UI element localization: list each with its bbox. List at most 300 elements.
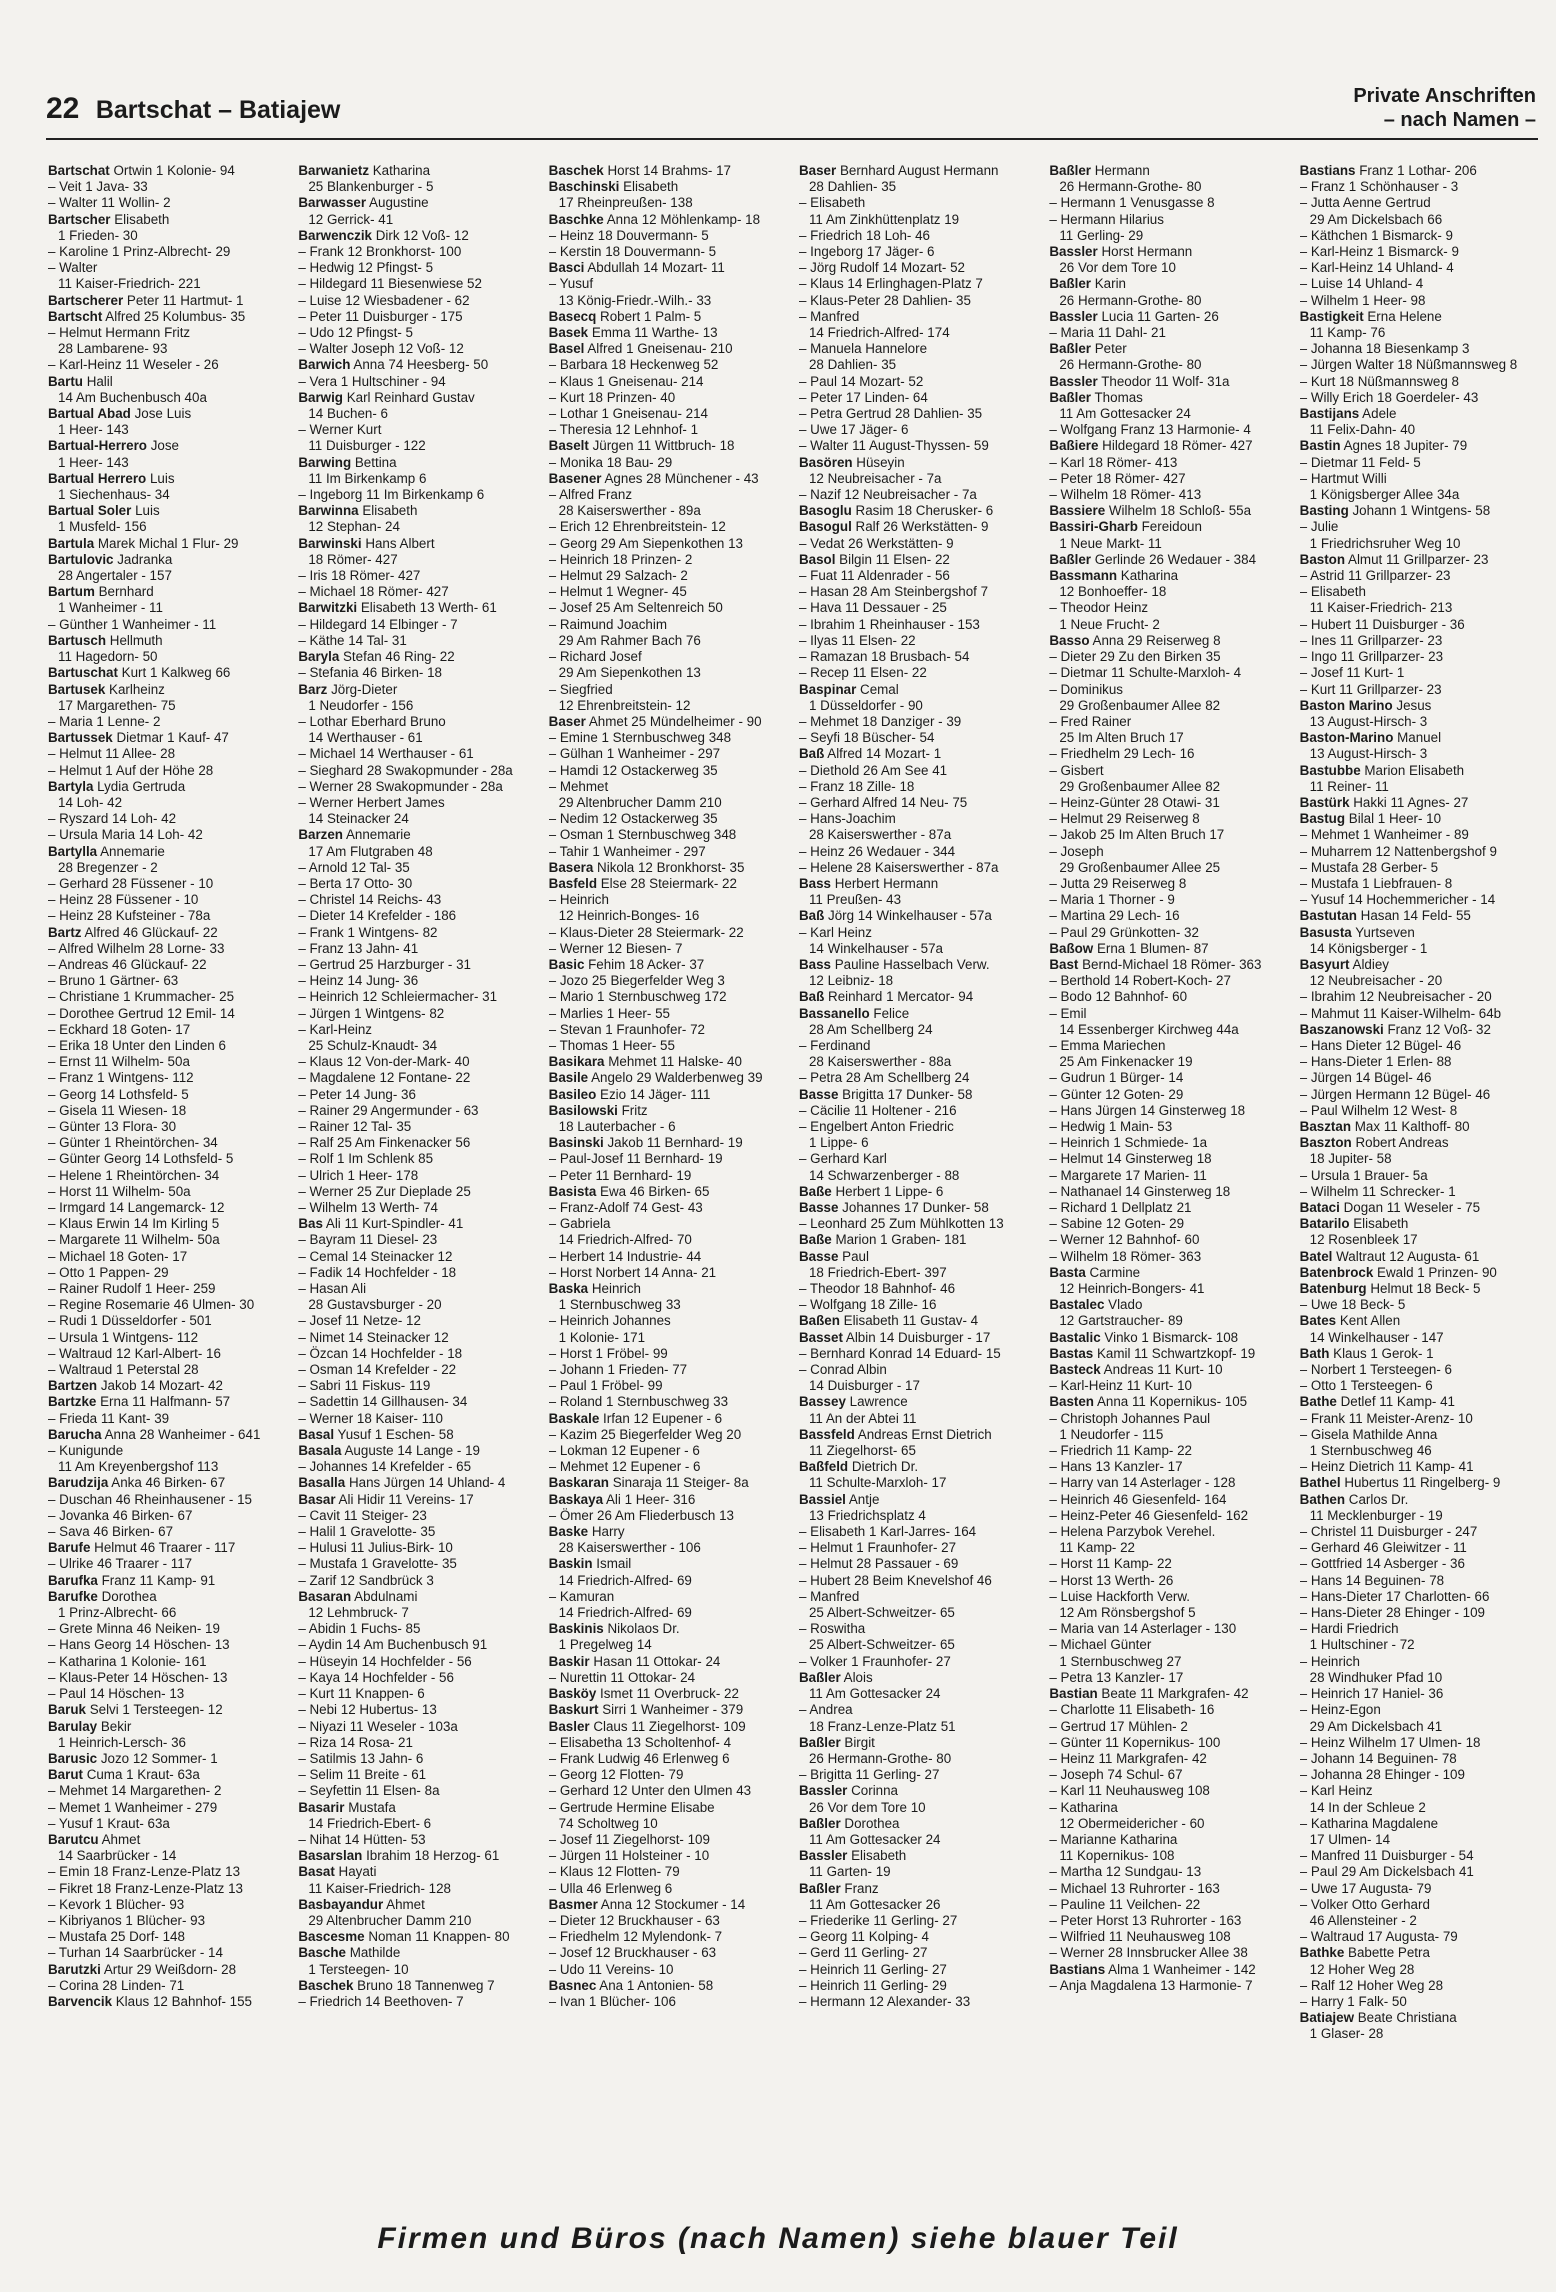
surname: Basarslan bbox=[298, 1848, 363, 1864]
entry-text: – Ferdinand bbox=[798, 1037, 871, 1053]
entry-text: Ahmet bbox=[98, 1831, 141, 1847]
entry-text: – Regine Rosemarie 46 Ulmen- 30 bbox=[48, 1297, 255, 1313]
surname: Bates bbox=[1299, 1313, 1337, 1329]
entry-text: Aldiey bbox=[1349, 956, 1389, 972]
listing-entry bbox=[1049, 1394, 1287, 1410]
entry-text: – Mehmet bbox=[548, 778, 609, 794]
listing-entry bbox=[549, 682, 787, 698]
entry-text: – Mehmet 1 Wanheimer - 89 bbox=[1299, 827, 1469, 843]
entry-text: Hans Jürgen 14 Uhland- 4 bbox=[345, 1475, 506, 1491]
entry-text: – Stefania 46 Birken- 18 bbox=[298, 665, 442, 681]
surname: Bartula bbox=[48, 535, 95, 551]
listing-entry bbox=[298, 1719, 536, 1735]
listing-entry bbox=[549, 244, 787, 260]
entry-text: Lydia Gertruda bbox=[93, 778, 186, 794]
entry-text: – Helmut 1 Wegner- 45 bbox=[548, 584, 687, 600]
listing-entry bbox=[298, 1735, 536, 1751]
surname: Basal bbox=[298, 1426, 335, 1442]
listing-entry bbox=[1300, 1556, 1538, 1572]
listing-entry bbox=[799, 260, 1037, 276]
entry-text: – Charlotte 11 Elisabeth- 16 bbox=[1049, 1702, 1215, 1718]
surname: Baßler bbox=[1049, 389, 1092, 405]
listing-entry bbox=[1049, 1945, 1287, 1961]
entry-text: Pauline Hasselbach Verw. bbox=[831, 956, 990, 972]
entry-text: – Osman 14 Krefelder - 22 bbox=[298, 1362, 457, 1378]
entry-text: Stefan 46 Ring- 22 bbox=[339, 649, 455, 665]
entry-text: Ralf 26 Werkstätten- 9 bbox=[851, 519, 989, 535]
listing-entry bbox=[298, 1881, 536, 1897]
listing-entry bbox=[298, 1184, 536, 1200]
surname: Basse bbox=[798, 1248, 839, 1264]
listing-entry bbox=[799, 1897, 1037, 1913]
listing-entry bbox=[298, 1686, 536, 1702]
listing-entry bbox=[799, 1459, 1037, 1475]
entry-text: – Mehmet 18 Danziger - 39 bbox=[798, 713, 962, 729]
listing-entry bbox=[549, 827, 787, 843]
entry-text: 11 Hagedorn- 50 bbox=[58, 649, 158, 665]
listing-entry bbox=[799, 1394, 1037, 1410]
listing-entry bbox=[799, 1654, 1037, 1670]
listing-entry bbox=[1049, 1135, 1287, 1151]
listing-entry bbox=[549, 698, 787, 714]
entry-text: Ewald 1 Prinzen- 90 bbox=[1373, 1264, 1497, 1280]
listing-entry bbox=[549, 989, 787, 1005]
surname: Bartusch bbox=[48, 632, 107, 648]
entry-text: – Jürgen Hermann 12 Bügel- 46 bbox=[1299, 1086, 1491, 1102]
entry-text: 18 Römer- 427 bbox=[308, 551, 398, 567]
listing-entry bbox=[298, 892, 536, 908]
listing-entry bbox=[549, 163, 787, 179]
surname: Barufe bbox=[48, 1540, 91, 1556]
entry-text: Ahmet 25 Mündelheimer - 90 bbox=[585, 713, 762, 729]
entry-text: Gerlinde 26 Wedauer - 384 bbox=[1091, 551, 1257, 567]
listing-entry bbox=[1300, 1945, 1538, 1961]
listing-entry bbox=[1049, 908, 1287, 924]
surname: Barutzki bbox=[48, 1961, 101, 1977]
listing-entry bbox=[549, 779, 787, 795]
listing-entry bbox=[799, 908, 1037, 924]
surname: Baryla bbox=[298, 649, 340, 665]
listing-entry bbox=[549, 844, 787, 860]
listing-entry bbox=[1049, 1654, 1287, 1670]
listing-entry bbox=[48, 260, 286, 276]
entry-text: 1 Sternbuschweg 46 bbox=[1309, 1443, 1432, 1459]
listing-entry bbox=[1300, 487, 1538, 503]
listing-entry bbox=[549, 1589, 787, 1605]
listing-entry bbox=[549, 763, 787, 779]
entry-text: – Marlies 1 Heer- 55 bbox=[548, 1005, 670, 1021]
listing-entry bbox=[298, 730, 536, 746]
listing-entry bbox=[298, 1006, 536, 1022]
entry-text: Yusuf 1 Eschen- 58 bbox=[334, 1426, 454, 1442]
entry-text: Felice bbox=[869, 1005, 910, 1021]
entry-text: – Franz-Adolf 74 Gest- 43 bbox=[548, 1200, 703, 1215]
listing-entry bbox=[1300, 309, 1538, 325]
entry-text: – Peter Horst 13 Ruhrorter - 163 bbox=[1049, 1912, 1242, 1928]
section-subtitle: – nach Namen – bbox=[1383, 109, 1536, 131]
listing-entry bbox=[48, 1281, 286, 1297]
entry-text: 11 Am Gottesacker 26 bbox=[808, 1896, 941, 1912]
entry-text: Anka 46 Birken- 67 bbox=[108, 1475, 226, 1491]
entry-text: Anna 11 Kopernikus- 105 bbox=[1093, 1394, 1248, 1410]
surname: Basting bbox=[1299, 503, 1349, 519]
entry-text: – Recep 11 Elsen- 22 bbox=[798, 665, 927, 681]
entry-text: Detlef 11 Kamp- 41 bbox=[1336, 1394, 1455, 1410]
entry-text: – Luise 12 Wiesbadener - 62 bbox=[298, 292, 470, 308]
listing-entry bbox=[1300, 163, 1538, 179]
entry-text: Hubertus 11 Ringelberg- 9 bbox=[1340, 1475, 1501, 1491]
entry-text: – Heinz-Egon bbox=[1299, 1702, 1381, 1718]
surname: Baschke bbox=[548, 211, 604, 227]
entry-text: Nikolaos Dr. bbox=[603, 1621, 680, 1637]
listing-entry bbox=[1049, 1103, 1287, 1119]
entry-text: Sirri 1 Wanheimer - 379 bbox=[598, 1702, 744, 1718]
entry-text: Adele bbox=[1359, 406, 1397, 422]
entry-text: – Friedrich 18 Loh- 46 bbox=[798, 227, 930, 243]
entry-text: Hellmuth bbox=[106, 632, 163, 648]
entry-text: – Volker Otto Gerhard bbox=[1299, 1896, 1430, 1912]
entry-text: – Gerhard 28 Füssener - 10 bbox=[48, 875, 214, 891]
listing-entry bbox=[1300, 1913, 1538, 1929]
entry-text: – Nebi 12 Hubertus- 13 bbox=[298, 1702, 437, 1718]
entry-text: – Hardi Friedrich bbox=[1299, 1621, 1399, 1637]
listing-entry bbox=[48, 228, 286, 244]
entry-text: 28 Kaiserswerther - 87a bbox=[808, 827, 952, 843]
listing-entry bbox=[1300, 1719, 1538, 1735]
entry-text: – Friedhelm 29 Lech- 16 bbox=[1049, 746, 1195, 762]
listing-entry bbox=[1049, 1054, 1287, 1070]
entry-text: – Helene 1 Rheintörchen- 34 bbox=[48, 1167, 220, 1183]
entry-text: – Hasan 28 Am Steinbergshof 7 bbox=[798, 584, 989, 600]
listing-entry bbox=[549, 260, 787, 276]
listing-entry bbox=[549, 1864, 787, 1880]
listing-entry bbox=[799, 1573, 1037, 1589]
entry-text: – Fred Rainer bbox=[1049, 713, 1132, 729]
entry-text: – Yusuf bbox=[548, 276, 594, 292]
listing-entry bbox=[1049, 665, 1287, 681]
entry-text: Katharina bbox=[369, 163, 431, 178]
listing-entry bbox=[799, 925, 1037, 941]
entry-text: – Günter Georg 14 Lothsfeld- 5 bbox=[48, 1151, 234, 1167]
listing-entry bbox=[48, 1605, 286, 1621]
listing-entry bbox=[1300, 1459, 1538, 1475]
listing-entry bbox=[799, 293, 1037, 309]
surname: Bastigkeit bbox=[1299, 308, 1364, 324]
surname: Barwig bbox=[298, 389, 343, 405]
entry-text: – Käthchen 1 Bismarck- 9 bbox=[1299, 227, 1453, 243]
entry-text: Carlos Dr. bbox=[1345, 1491, 1409, 1507]
entry-text: – Sava 46 Birken- 67 bbox=[48, 1524, 174, 1540]
listing-entry bbox=[549, 860, 787, 876]
listing-entry bbox=[549, 1913, 787, 1929]
listing-entry bbox=[48, 552, 286, 568]
listing-entry bbox=[1300, 1686, 1538, 1702]
listing-entry bbox=[1049, 989, 1287, 1005]
listing-entry bbox=[799, 374, 1037, 390]
listing-entry bbox=[549, 876, 787, 892]
entry-text: – Osman 1 Sternbuschweg 348 bbox=[548, 827, 737, 843]
entry-text: 11 Am Gottesacker 24 bbox=[1059, 406, 1191, 422]
entry-text: 13 König-Friedr.-Wilh.- 33 bbox=[558, 292, 712, 308]
listing-entry bbox=[48, 682, 286, 698]
listing-entry bbox=[549, 390, 787, 406]
page-header-left bbox=[46, 92, 340, 126]
entry-text: Elisabeth bbox=[1349, 1216, 1409, 1232]
surname: Bastin bbox=[1299, 438, 1341, 454]
listing-entry bbox=[799, 1249, 1037, 1265]
entry-text: 1 Düsseldorfer - 90 bbox=[808, 697, 923, 713]
entry-text: – Elisabeth bbox=[798, 195, 866, 211]
listing-entry bbox=[549, 1654, 787, 1670]
entry-text: – Udo 12 Pfingst- 5 bbox=[298, 325, 413, 341]
listing-entry bbox=[549, 179, 787, 195]
listing-entry bbox=[298, 1605, 536, 1621]
listing-entry bbox=[48, 1767, 286, 1783]
listing-entry bbox=[48, 1168, 286, 1184]
listing-entry bbox=[298, 1670, 536, 1686]
listing-entry bbox=[48, 1864, 286, 1880]
entry-text: Karlheinz bbox=[105, 681, 165, 697]
listing-entry bbox=[1300, 260, 1538, 276]
surname: Bartschat bbox=[48, 163, 110, 178]
entry-text: – Wilfried 11 Neuhausweg 108 bbox=[1049, 1929, 1231, 1945]
entry-text: 14 Königsberger - 1 bbox=[1309, 940, 1428, 956]
listing-entry bbox=[1300, 860, 1538, 876]
listing-entry bbox=[549, 1508, 787, 1524]
surname: Basören bbox=[798, 454, 853, 470]
listing-entry bbox=[1300, 682, 1538, 698]
entry-text: 1 Friedrichsruher Weg 10 bbox=[1309, 535, 1461, 551]
listing-entry bbox=[1049, 1346, 1287, 1362]
listing-entry bbox=[48, 568, 286, 584]
listing-entry bbox=[48, 1719, 286, 1735]
listing-entry bbox=[1300, 1978, 1538, 1994]
listing-entry bbox=[799, 941, 1037, 957]
listing-entry bbox=[1300, 519, 1538, 535]
listing-entry bbox=[1300, 1735, 1538, 1751]
entry-text: – Abidin 1 Fuchs- 85 bbox=[298, 1621, 421, 1637]
listing-entry bbox=[549, 293, 787, 309]
entry-text: – Hildegard 14 Elbinger - 7 bbox=[298, 616, 458, 632]
listing-entry bbox=[549, 1443, 787, 1459]
listing-entry bbox=[549, 1637, 787, 1653]
listing-entry bbox=[298, 568, 536, 584]
surname: Bassmann bbox=[1049, 568, 1118, 584]
listing-entry bbox=[1049, 519, 1287, 535]
listing-entry bbox=[48, 1038, 286, 1054]
entry-text: – Klaus-Peter 14 Höschen- 13 bbox=[48, 1669, 228, 1685]
entry-text: 1 Neue Markt- 11 bbox=[1059, 535, 1162, 551]
listing-entry bbox=[298, 1783, 536, 1799]
entry-text: Fritz bbox=[617, 1102, 648, 1118]
listing-entry bbox=[1300, 1151, 1538, 1167]
listing-entry bbox=[48, 487, 286, 503]
listing-entry bbox=[298, 1038, 536, 1054]
surname: Baßfeld bbox=[798, 1459, 849, 1475]
entry-text: – Roland 1 Sternbuschweg 33 bbox=[548, 1394, 729, 1410]
listing-entry bbox=[549, 357, 787, 373]
listing-entry bbox=[48, 1913, 286, 1929]
listing-entry bbox=[298, 552, 536, 568]
listing-entry bbox=[1300, 973, 1538, 989]
entry-text: – Günter 13 Flora- 30 bbox=[48, 1118, 177, 1134]
surname: Baßler bbox=[798, 1880, 841, 1896]
entry-text: Luis bbox=[146, 470, 175, 486]
listing-entry bbox=[48, 341, 286, 357]
listing-entry bbox=[48, 860, 286, 876]
listing-entry bbox=[549, 455, 787, 471]
surname: Basset bbox=[798, 1329, 843, 1345]
surname: Baßler bbox=[798, 1734, 841, 1750]
entry-text: 12 Gerrick- 41 bbox=[308, 211, 394, 227]
listing-entry bbox=[298, 584, 536, 600]
entry-text: – Luise 14 Uhland- 4 bbox=[1299, 276, 1424, 292]
listing-entry bbox=[1049, 698, 1287, 714]
entry-text: Bernhard August Hermann bbox=[836, 163, 999, 178]
surname: Bathen bbox=[1299, 1491, 1346, 1507]
page-number: 22 bbox=[46, 92, 80, 125]
entry-text: – Johann 14 Beguinen- 78 bbox=[1299, 1750, 1457, 1766]
listing-entry bbox=[1049, 503, 1287, 519]
listing-entry bbox=[1300, 1767, 1538, 1783]
surname: Baskaran bbox=[548, 1475, 609, 1491]
listing-entry bbox=[799, 649, 1037, 665]
listing-entry bbox=[298, 276, 536, 292]
surname: Basera bbox=[548, 859, 594, 875]
surname: Baßler bbox=[1049, 163, 1092, 178]
listing-entry bbox=[799, 276, 1037, 292]
listing-entry bbox=[1049, 1022, 1287, 1038]
entry-text: – Frank Ludwig 46 Erlenweg 6 bbox=[548, 1750, 730, 1766]
surname: Bastürk bbox=[1299, 794, 1350, 810]
listing-entry bbox=[1300, 552, 1538, 568]
surname: Basikara bbox=[548, 1054, 605, 1070]
entry-text: – Horst 11 Wilhelm- 50a bbox=[48, 1183, 191, 1199]
listing-entry bbox=[799, 633, 1037, 649]
listing-entry bbox=[48, 1492, 286, 1508]
entry-text: – Richard Josef bbox=[548, 649, 642, 665]
listing-entry bbox=[799, 989, 1037, 1005]
entry-text: – Astrid 11 Grillparzer- 23 bbox=[1299, 568, 1451, 584]
entry-text: Rasim 18 Cherusker- 6 bbox=[851, 503, 994, 519]
entry-text: 28 Am Schellberg 24 bbox=[808, 1021, 933, 1037]
entry-text: Herbert Hermann bbox=[831, 875, 939, 891]
entry-text: Elisabeth bbox=[619, 179, 679, 195]
listing-column-2 bbox=[298, 163, 536, 2188]
listing-entry bbox=[298, 1508, 536, 1524]
surname: Bassler bbox=[1049, 244, 1098, 260]
listing-entry bbox=[48, 1362, 286, 1378]
listing-entry bbox=[1300, 1962, 1538, 1978]
listing-entry bbox=[1300, 1540, 1538, 1556]
entry-text: 29 Großenbaumer Allee 82 bbox=[1059, 778, 1221, 794]
entry-text: – Ivan 1 Blücher- 106 bbox=[548, 1993, 676, 2009]
listing-entry bbox=[1300, 1265, 1538, 1281]
entry-text: – Petra 13 Kanzler- 17 bbox=[1049, 1669, 1184, 1685]
entry-text: 12 Stephan- 24 bbox=[308, 519, 400, 535]
entry-text: 17 Am Flutgraben 48 bbox=[308, 843, 433, 859]
listing-entry bbox=[298, 1265, 536, 1281]
entry-text: 28 Lambarene- 93 bbox=[58, 341, 168, 357]
listing-entry bbox=[799, 325, 1037, 341]
entry-text: – Julie bbox=[1299, 519, 1339, 535]
listing-entry bbox=[799, 584, 1037, 600]
entry-text: – Michael 13 Ruhrorter - 163 bbox=[1049, 1880, 1220, 1896]
entry-text: Karl Reinhard Gustav bbox=[342, 389, 475, 405]
listing-entry bbox=[48, 1621, 286, 1637]
entry-text: – Heinrich 11 Gerling- 27 bbox=[798, 1961, 947, 1977]
listing-entry bbox=[298, 1394, 536, 1410]
listing-entry bbox=[799, 714, 1037, 730]
listing-entry bbox=[48, 908, 286, 924]
entry-text: 1 Heer- 143 bbox=[58, 422, 129, 438]
listing-entry bbox=[799, 730, 1037, 746]
entry-text: Erna Helene bbox=[1363, 308, 1442, 324]
listing-entry bbox=[799, 1800, 1037, 1816]
entry-text: – Christel 11 Duisburger - 247 bbox=[1299, 1524, 1478, 1540]
entry-text: – Heinz 28 Füssener - 10 bbox=[48, 892, 199, 908]
listing-entry bbox=[1300, 390, 1538, 406]
entry-text: – Mustafa 28 Gerber- 5 bbox=[1299, 859, 1439, 875]
entry-text: Claus 11 Ziegelhorst- 109 bbox=[589, 1718, 746, 1734]
entry-text: – Mustafa 1 Liebfrauen- 8 bbox=[1299, 875, 1453, 891]
listing-entry bbox=[1049, 1962, 1287, 1978]
entry-text: – Waltraud 1 Peterstal 28 bbox=[48, 1362, 199, 1378]
entry-text: 11 Kaiser-Friedrich- 128 bbox=[308, 1880, 451, 1896]
listing-entry bbox=[1049, 325, 1287, 341]
entry-text: – Werner 28 Swakopmunder - 28a bbox=[298, 778, 503, 794]
entry-text: – Norbert 1 Tersteegen- 6 bbox=[1299, 1362, 1452, 1378]
surname: Basarir bbox=[298, 1799, 345, 1815]
entry-text: 14 Friedrich-Alfred- 69 bbox=[558, 1605, 692, 1621]
entry-text: Birgit bbox=[840, 1734, 875, 1750]
listing-entry bbox=[298, 633, 536, 649]
surname: Basche bbox=[298, 1945, 346, 1961]
entry-text: 14 In der Schleue 2 bbox=[1309, 1799, 1426, 1815]
entry-text: 14 Winkelhauser - 57a bbox=[808, 940, 943, 956]
entry-text: – Gülhan 1 Wanheimer - 297 bbox=[548, 746, 721, 762]
entry-text: – Franz 18 Zille- 18 bbox=[798, 778, 915, 794]
listing-entry bbox=[298, 714, 536, 730]
listing-entry bbox=[298, 422, 536, 438]
listing-entry bbox=[799, 1686, 1037, 1702]
listing-entry bbox=[48, 1816, 286, 1832]
listing-entry bbox=[549, 1330, 787, 1346]
listing-entry bbox=[1300, 438, 1538, 454]
listing-entry bbox=[1049, 195, 1287, 211]
entry-text: 11 Preußen- 43 bbox=[808, 892, 902, 908]
footer-note: Firmen und Büros (nach Namen) siehe blauer Teil bbox=[377, 2222, 1179, 2255]
listing-entry bbox=[1049, 471, 1287, 487]
surname: Bartussek bbox=[48, 730, 113, 746]
surname: Baser bbox=[548, 713, 586, 729]
surname: Baruk bbox=[48, 1702, 86, 1718]
listing-entry bbox=[1049, 260, 1287, 276]
entry-text: – Georg 29 Am Siepenkothen 13 bbox=[548, 535, 743, 551]
entry-text: – Vera 1 Hultschiner - 94 bbox=[298, 373, 446, 389]
entry-text: Vlado bbox=[1104, 1297, 1143, 1313]
listing-entry bbox=[1300, 989, 1538, 1005]
entry-text: – Ursula 1 Brauer- 5a bbox=[1299, 1167, 1428, 1183]
entry-text: – Niyazi 11 Weseler - 103a bbox=[298, 1718, 458, 1734]
entry-text: – Yusuf 1 Kraut- 63a bbox=[48, 1815, 170, 1831]
listing-entry bbox=[799, 1232, 1037, 1248]
entry-text: – Wilhelm 11 Schrecker- 1 bbox=[1299, 1183, 1456, 1199]
entry-text: – Cäcilie 11 Holtener - 216 bbox=[798, 1102, 957, 1118]
listing-entry bbox=[1049, 1265, 1287, 1281]
entry-text: – Frank 1 Wintgens- 82 bbox=[298, 924, 438, 940]
entry-text: – Helmut 11 Allee- 28 bbox=[48, 746, 176, 762]
